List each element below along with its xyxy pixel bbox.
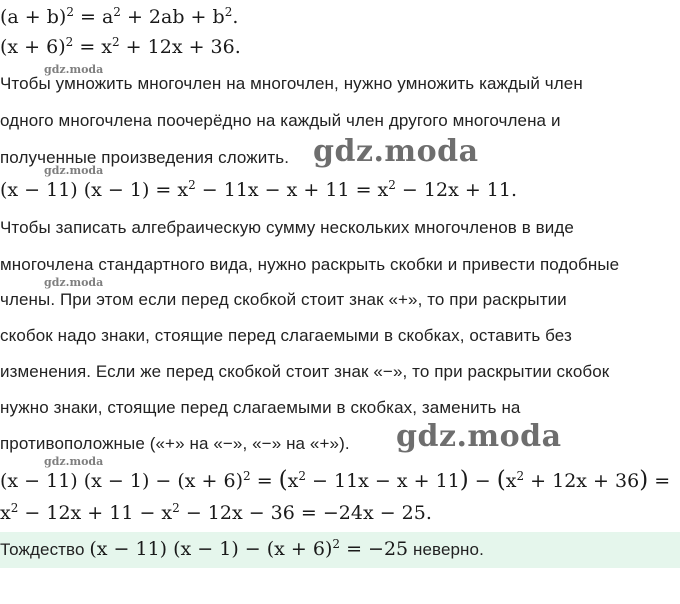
watermark-small: gdz.moda xyxy=(44,276,104,289)
conclusion-prefix: Тождество xyxy=(0,540,90,559)
formula-expression-result: $x^2 - 12x + 11 - x^2 - 12x - 36 = -24x - 25$. xyxy=(0,501,432,524)
watermark-small: gdz.moda xyxy=(44,455,104,468)
rule-sum-line-5: изменения. Если же перед скобкой стоит знак «−», то при раскрытии скобок xyxy=(0,362,610,381)
formula-square-of-sum: $(a + b)^2 = a^2 + 2ab + b^2$. xyxy=(0,5,239,28)
rule-multiply-line-3: полученные произведения сложить. xyxy=(0,148,290,167)
rule-sum-line-2: многочлена стандартного вида, нужно раскрыть скобки и привести подобные xyxy=(0,255,620,274)
rule-multiply-line-1: Чтобы умножить многочлен на многочлен, нужно умножить каждый член xyxy=(0,74,583,93)
conclusion xyxy=(0,538,484,560)
conclusion-suffix: неверно. xyxy=(408,540,484,559)
formula-product-expansion: (x − 11) $(x - 1) = x^2 - 11x - x + 11 = x^2 - 12x + 11$. xyxy=(0,178,517,201)
rule-sum-line-6: нужно знаки, стоящие перед слагаемыми в скобках, заменить на xyxy=(0,398,521,417)
rule-multiply-line-2: одного многочлена поочерёдно на каждый член другого многочлена и xyxy=(0,111,561,130)
formula-expression-expansion: (x − 11) $(x - 1) - (x + 6)^2 = (x^2 - 11x - x + 11) - (x^2 + 12x + 36)$ = xyxy=(0,467,671,493)
watermark-small: gdz.moda xyxy=(44,63,104,76)
formula-x-plus-6-squared: $(x + 6)^2 = x^2 + 12x + 36$. xyxy=(0,35,241,58)
watermark-large: gdz.moda xyxy=(313,134,479,169)
rule-sum-line-3: члены. При этом если перед скобкой стоит знак «+», то при раскрытии xyxy=(0,290,567,309)
watermark-small: gdz.moda xyxy=(44,164,104,177)
conclusion-expression: (x − 11) $(x - 1) - (x + 6)^2 = -25$ xyxy=(89,537,409,560)
watermark-large: gdz.moda xyxy=(396,419,562,454)
rule-sum-line-4: скобок надо знаки, стоящие перед слагаемыми в скобках, оставить без xyxy=(0,326,572,345)
rule-sum-line-1: Чтобы записать алгебраическую сумму нескольких многочленов в виде xyxy=(0,218,574,237)
rule-sum-line-7: противоположные («+» на «−», «−» на «+»). xyxy=(0,434,350,453)
